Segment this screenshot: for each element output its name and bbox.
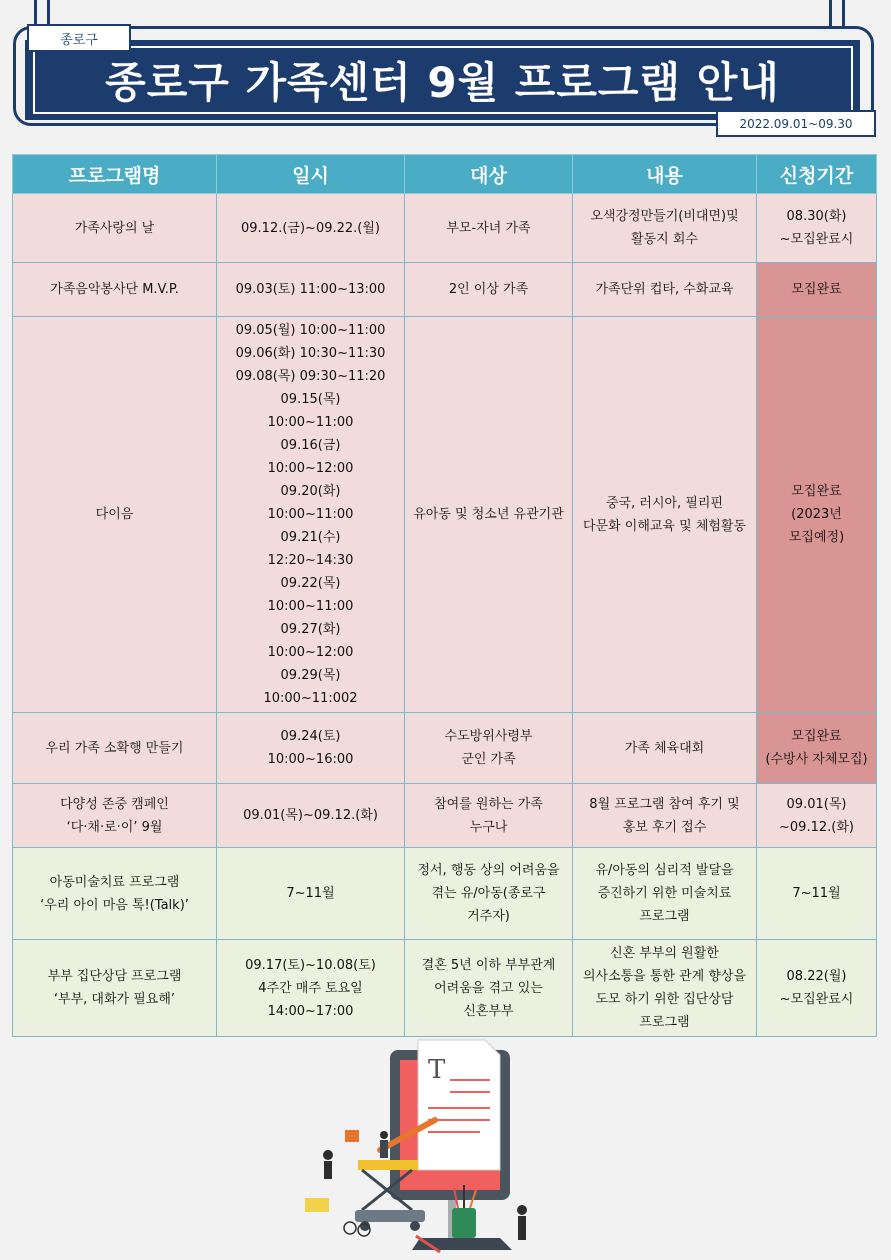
cell-program-name: 다이음: [13, 317, 217, 713]
cell-target: 유아동 및 청소년 유관기관: [405, 317, 573, 713]
table-row: [13, 848, 877, 940]
cell-content: 가족 체육대회: [573, 713, 757, 784]
col-header-period: 신청기간: [757, 155, 877, 194]
cell-target: 참여를 원하는 가족 누구나: [405, 784, 573, 848]
cell-content: 가족단위 컵타, 수화교육: [573, 263, 757, 317]
cell-program-name: 부부 집단상담 프로그램 ‘부부, 대화가 필요해’: [13, 940, 217, 1037]
cell-date: 09.12.(금)~09.22.(월): [217, 194, 405, 263]
cell-date: 7~11월: [217, 848, 405, 940]
col-header-program: 프로그램명: [13, 155, 217, 194]
document-icon: [418, 1040, 500, 1170]
cell-target: 2인 이상 가족: [405, 263, 573, 317]
cell-content: 중국, 러시아, 필리핀 다문화 이해교육 및 체험활동: [573, 317, 757, 713]
cell-date: 09.05(월) 10:00~11:00 09.06(화) 10:30~11:30 09.08(목) 09:30~11:20 09.15(목) 10:00~11:00 09.16(금) 10:00~12:00 09.20(화) 10:00~11:00 09.21(수) 12:20~14:30 09.22(목) 10:00~11:00 09.27(화) 10:00~12:00 09.29(목) 10:00~11:002: [217, 317, 405, 713]
date-range-badge: 2022.09.01~09.30: [716, 110, 876, 137]
cell-program-name: 우리 가족 소확행 만들기: [13, 713, 217, 784]
table-row: [13, 194, 877, 263]
cell-content: 8월 프로그램 참여 후기 및 홍보 후기 접수: [573, 784, 757, 848]
svg-text:T: T: [428, 1055, 446, 1085]
col-header-content: 내용: [573, 155, 757, 194]
header-post-right: [829, 0, 845, 29]
district-tag: 종로구: [27, 24, 131, 52]
cell-period: 모집완료 (수방사 자체모집): [757, 713, 877, 784]
cell-program-name: 아동미술치료 프로그램 ‘우리 아이 마음 톡!(Talk)’: [13, 848, 217, 940]
table-row: [13, 713, 877, 784]
cell-period: 7~11월: [757, 848, 877, 940]
cell-target: 부모-자녀 가족: [405, 194, 573, 263]
cell-program-name: 가족사랑의 날: [13, 194, 217, 263]
cell-target: 정서, 행동 상의 어려움을 겪는 유/아동(종로구 거주자): [405, 848, 573, 940]
cell-target: 수도방위사령부 군인 가족: [405, 713, 573, 784]
table-row: [13, 317, 877, 713]
col-header-target: 대상: [405, 155, 573, 194]
table-row: [13, 263, 877, 317]
cell-period: 09.01(목) ~09.12.(화): [757, 784, 877, 848]
cell-content: 신혼 부부의 원활한 의사소통을 통한 관계 향상을 도모 하기 위한 집단상담 프로그램: [573, 940, 757, 1037]
table-header-row: [13, 155, 877, 194]
table-row: [13, 784, 877, 848]
cell-date: 09.01(목)~09.12.(화): [217, 784, 405, 848]
cell-content: 유/아동의 심리적 발달을 증진하기 위한 미술치료 프로그램: [573, 848, 757, 940]
cell-period: 모집완료: [757, 263, 877, 317]
cell-period: 모집완료 (2023년 모집예정): [757, 317, 877, 713]
office-illustration: [300, 1030, 540, 1260]
program-table: [12, 154, 877, 1037]
cell-date: 09.17(토)~10.08(토) 4주간 매주 토요일 14:00~17:00: [217, 940, 405, 1037]
cell-program-name: 다양성 존중 캠페인 ‘다·채·로·이’ 9월: [13, 784, 217, 848]
cell-target: 결혼 5년 이하 부부관계 어려움을 겪고 있는 신혼부부: [405, 940, 573, 1037]
cell-period: 08.22(월) ~모집완료시: [757, 940, 877, 1037]
table-row: [13, 940, 877, 1037]
sticky-note-icon: [305, 1198, 329, 1212]
cell-date: 09.03(토) 11:00~13:00: [217, 263, 405, 317]
col-header-date: 일시: [217, 155, 405, 194]
cell-program-name: 가족음악봉사단 M.V.P.: [13, 263, 217, 317]
page-title: 종로구 가족센터 9월 프로그램 안내: [105, 58, 780, 107]
cell-content: 오색강정만들기(비대면)및 활동지 회수: [573, 194, 757, 263]
cell-date: 09.24(토) 10:00~16:00: [217, 713, 405, 784]
cell-period: 08.30(화) ~모집완료시: [757, 194, 877, 263]
